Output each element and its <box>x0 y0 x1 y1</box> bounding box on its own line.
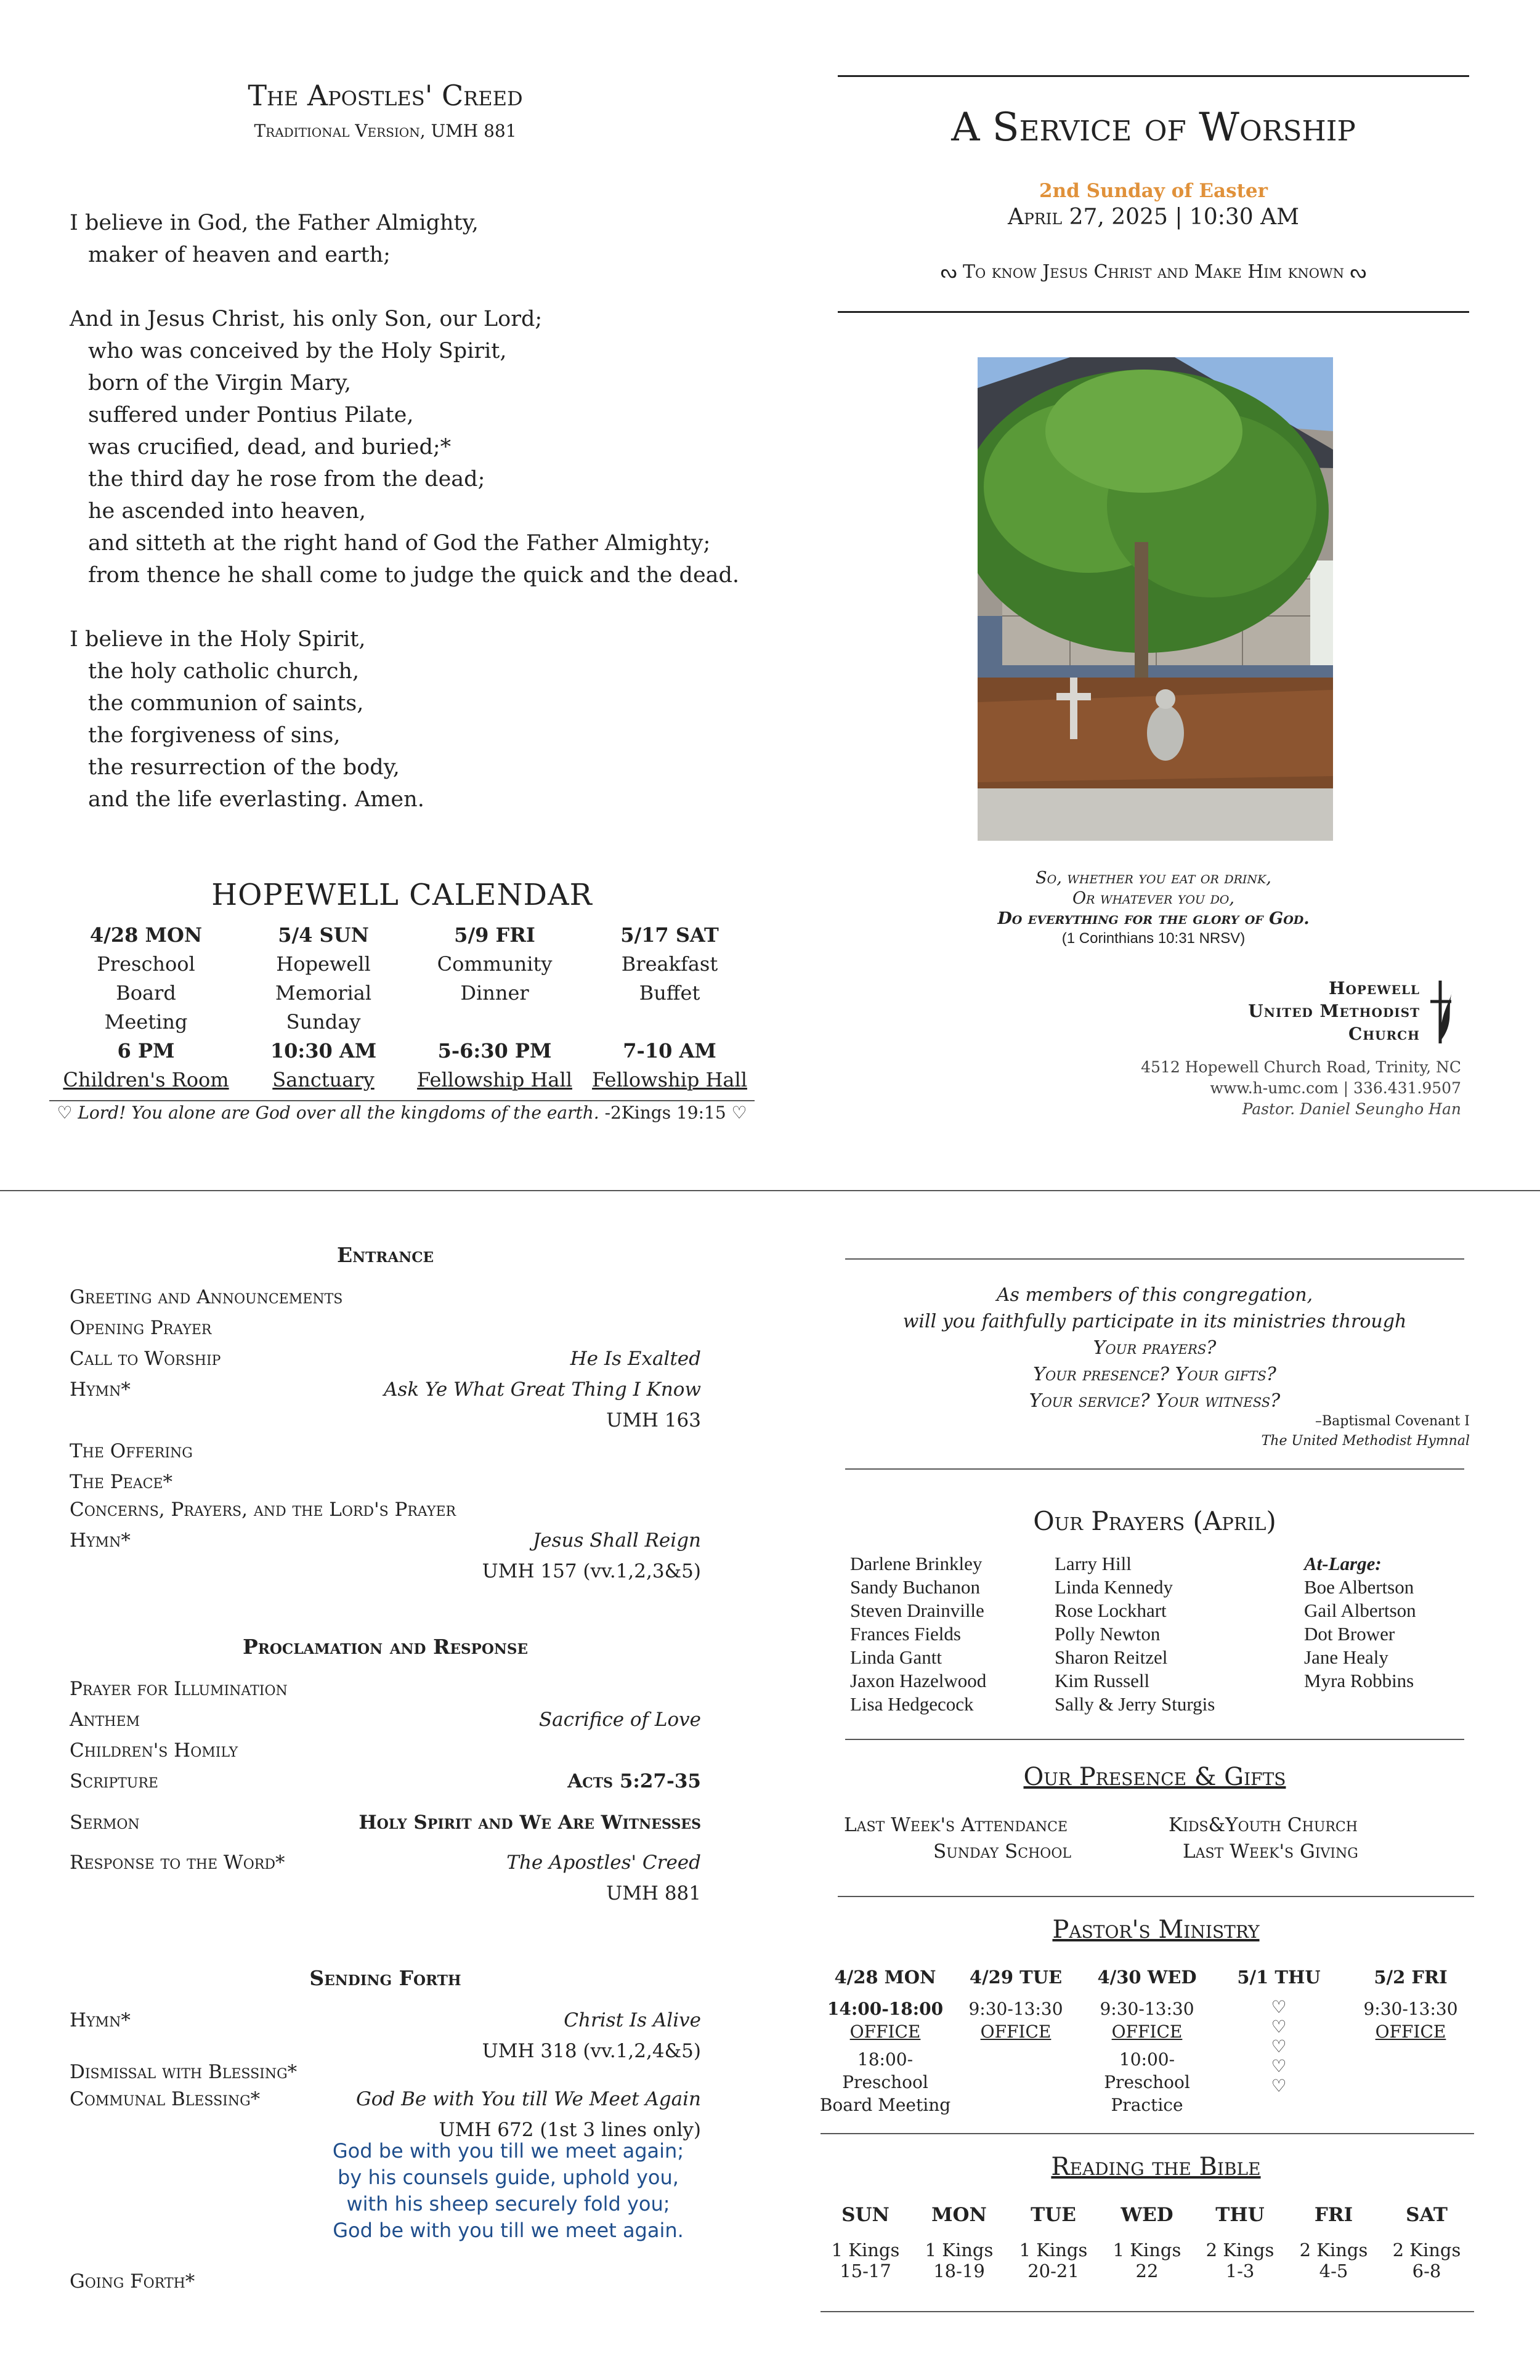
occasion: 2nd Sunday of Easter <box>1039 180 1268 202</box>
order-item-label: Hymn* <box>70 1378 131 1401</box>
pastor-day <box>1211 1966 1347 2096</box>
reading-book: 2 Kings <box>1206 2240 1275 2261</box>
creed-line: from thence he shall come to judge the quick and the dead. <box>88 563 740 588</box>
pastor-day <box>1343 1966 1478 2043</box>
prayers-title: Our Prayers (April) <box>1033 1506 1276 1536</box>
prayer-name: Linda Gantt <box>850 1646 942 1668</box>
order-item-label: Sermon <box>70 1811 140 1834</box>
calendar-divider <box>49 1100 755 1101</box>
church-name-line: Hopewell <box>1329 978 1420 998</box>
reading-day <box>916 2204 1002 2281</box>
creed-line: the third day he rose from the dead; <box>88 467 485 492</box>
prayer-name: Rose Lockhart <box>1055 1600 1167 1621</box>
attendance-label: Last Week's Attendance <box>844 1814 1068 1836</box>
pastor-day-line: Preschool <box>842 2072 928 2092</box>
reading-bottom-rule <box>821 2311 1474 2312</box>
pastor-day <box>1079 1966 1215 2116</box>
proclamation-title: Proclamation and Response <box>242 1635 529 1659</box>
pastor-ministry-title: Pastor's Ministry <box>1052 1916 1260 1944</box>
calendar-event-date: 5/9 FRI <box>454 923 535 947</box>
reading-chapters: 1-3 <box>1225 2261 1255 2281</box>
church-name-line: United Methodist <box>1248 1001 1420 1021</box>
reading-chapters: 15-17 <box>840 2261 891 2281</box>
pastor-day-line: OFFICE <box>980 2022 1052 2042</box>
covenant-hymnal: The United Methodist Hymnal <box>1261 1433 1470 1449</box>
order-row <box>70 1317 701 1348</box>
pastor-day-header: 5/1 THU <box>1237 1967 1321 1988</box>
reading-chapters: 22 <box>1135 2261 1159 2281</box>
order-item-label: Hymn* <box>70 1529 131 1552</box>
order-row <box>70 1471 701 1502</box>
order-row <box>70 1709 701 1739</box>
order-item-value: God Be with You till We Meet Again <box>355 2088 701 2110</box>
calendar-event-line: Dinner <box>460 981 529 1005</box>
calendar-title: HOPEWELL CALENDAR <box>211 878 593 912</box>
reading-day-header: MON <box>931 2204 987 2226</box>
order-row <box>70 1529 701 1582</box>
covenant-top-rule <box>845 1258 1464 1260</box>
pastor-day-line: 10:00- <box>1119 2049 1175 2070</box>
order-item-sub: UMH 157 (vv.1,2,3&5) <box>482 1560 701 1582</box>
order-item-value: Acts 5:27-35 <box>567 1770 701 1792</box>
creed-line: who was conceived by the Holy Spirit, <box>88 339 507 363</box>
covenant-line: Your presence? Your gifts? <box>1033 1364 1276 1385</box>
creed-line: he ascended into heaven, <box>88 499 366 524</box>
creed-line: the communion of saints, <box>88 691 364 716</box>
order-row <box>70 2009 701 2062</box>
pastor-day <box>948 1966 1084 2043</box>
reading-title: Reading the Bible <box>1051 2153 1261 2181</box>
creed-line: maker of heaven and earth; <box>88 243 391 267</box>
prayer-column <box>1304 1552 1416 1693</box>
reading-day-header: TUE <box>1031 2204 1076 2226</box>
pastor-day-line: OFFICE <box>849 2022 921 2042</box>
order-item-sub: UMH 318 (vv.1,2,4&5) <box>482 2040 701 2062</box>
pastor-bottom-rule <box>821 2133 1474 2134</box>
calendar-event-time: 5-6:30 PM <box>437 1039 552 1062</box>
reading-book: 1 Kings <box>925 2240 994 2261</box>
calendar-event-time: 6 PM <box>117 1039 175 1062</box>
covenant-source: –Baptismal Covenant I <box>1315 1414 1470 1429</box>
calendar-event-date: 5/17 SAT <box>620 923 719 947</box>
church-motto: ᔓ To know Jesus Christ and Make Him known ᔓ <box>940 261 1367 283</box>
order-item-value: Ask Ye What Great Thing I Know <box>384 1378 701 1401</box>
pastor-day-header: 4/28 MON <box>834 1967 936 1988</box>
order-item-value: He Is Exalted <box>570 1348 701 1370</box>
prayer-name: Sally & Jerry Sturgis <box>1055 1693 1215 1715</box>
reading-chapters: 18-19 <box>933 2261 985 2281</box>
order-row <box>70 1348 701 1378</box>
order-item-label: The Peace* <box>70 1471 172 1493</box>
going-forth: Going Forth* <box>70 2270 195 2293</box>
prayer-name: Frances Fields <box>850 1623 961 1645</box>
order-item-value: Sacrifice of Love <box>538 1709 701 1731</box>
prayer-name: Larry Hill <box>1055 1553 1132 1574</box>
prayer-name: Lisa Hedgecock <box>850 1693 974 1715</box>
pastor-day-line: 14:00-18:00 <box>827 1999 944 2019</box>
calendar-event <box>237 921 410 1095</box>
order-item-label: Opening Prayer <box>70 1317 212 1339</box>
reading-book: 1 Kings <box>1019 2240 1088 2261</box>
order-item-sub: UMH 672 (1st 3 lines only) <box>439 2119 701 2141</box>
calendar-event-line: Meeting <box>104 1010 188 1034</box>
order-item-label: Concerns, Prayers, and the Lord's Prayer <box>70 1499 456 1521</box>
order-row <box>70 1852 701 1904</box>
prayer-column <box>1055 1552 1215 1716</box>
quote-line: Do everything for the glory of God. <box>997 909 1310 928</box>
reading-day <box>822 2204 909 2281</box>
covenant-line: will you faithfully participate in its ministries through <box>902 1311 1407 1332</box>
calendar-event <box>583 921 756 1095</box>
calendar-event-place: Children's Room <box>63 1068 229 1091</box>
pastor-day-line: 9:30-13:30 <box>1100 1999 1194 2019</box>
creed-line: suffered under Pontius Pilate, <box>88 403 414 427</box>
blessing-line: by his counsels guide, uphold you, <box>338 2166 679 2189</box>
sending-title: Sending Forth <box>309 1966 461 1990</box>
reading-book: 2 Kings <box>1299 2240 1368 2261</box>
calendar-event-line <box>583 1008 756 1037</box>
calendar-event-line: Board <box>116 981 176 1005</box>
prayer-name: Dot Brower <box>1304 1623 1395 1645</box>
order-item-value: Holy Spirit and We Are Witnesses <box>359 1811 701 1834</box>
blessing-line: God be with you till we meet again. <box>333 2219 684 2242</box>
prayer-name: Steven Drainville <box>850 1600 984 1621</box>
reading-chapters: 20-21 <box>1027 2261 1079 2281</box>
order-item-label: Call to Worship <box>70 1348 221 1370</box>
reading-day <box>1010 2204 1096 2281</box>
prayers-bottom-rule <box>845 1739 1464 1740</box>
prayer-name: Myra Robbins <box>1304 1670 1414 1691</box>
kids-youth-label: Kids&Youth Church <box>1169 1814 1358 1836</box>
order-item-label: Dismissal with Blessing* <box>70 2061 298 2083</box>
creed-title: The Apostles' Creed <box>248 79 523 112</box>
creed-line: was crucified, dead, and buried;* <box>88 435 452 459</box>
sunday-school-label: Sunday School <box>933 1840 1071 1863</box>
pastor-day-line: 9:30-13:30 <box>968 1999 1063 2019</box>
prayer-name: Polly Newton <box>1055 1623 1161 1645</box>
pastor-day-line: ♡ <box>1271 2036 1287 2057</box>
cover-bottom-rule <box>838 311 1469 313</box>
reading-day <box>1291 2204 1377 2281</box>
presence-bottom-rule <box>838 1896 1474 1897</box>
prayer-name: Sharon Reitzel <box>1055 1646 1168 1668</box>
creed-line: and sitteth at the right hand of God the Father Almighty; <box>88 531 711 556</box>
reading-day-header: SUN <box>841 2204 890 2226</box>
blessing-line: with his sheep securely fold you; <box>346 2192 670 2216</box>
pastor-day-line: ♡ <box>1271 2076 1287 2096</box>
reading-day-header: WED <box>1121 2204 1173 2226</box>
order-item-value: Jesus Shall Reign <box>532 1529 701 1552</box>
order-item-label: Children's Homily <box>70 1739 238 1762</box>
quote-line: So, whether you eat or drink, <box>1035 868 1271 888</box>
pastor-day-line: OFFICE <box>1375 2022 1446 2042</box>
creed-line: and the life everlasting. Amen. <box>88 787 424 812</box>
calendar-event-date: 5/4 SUN <box>278 923 369 947</box>
order-row <box>70 2088 701 2141</box>
cover-top-rule <box>838 75 1469 77</box>
reading-book: 1 Kings <box>1112 2240 1181 2261</box>
covenant-line: As members of this congregation, <box>996 1284 1313 1306</box>
cross-and-flame-icon <box>1428 978 1456 1046</box>
calendar-event-line: Breakfast <box>621 952 718 976</box>
order-row <box>70 1378 701 1431</box>
pastor-day-line: 18:00- <box>857 2049 914 2070</box>
order-item-label: Prayer for Illumination <box>70 1678 288 1700</box>
creed-line: I believe in the Holy Spirit, <box>70 627 366 652</box>
page-fold-line <box>0 1190 1540 1191</box>
quote-reference: (1 Corinthians 10:31 NRSV) <box>1061 930 1246 947</box>
covenant-line: Your service? Your witness? <box>1029 1390 1281 1412</box>
reading-day <box>1104 2204 1190 2281</box>
pastor-day-line: ♡ <box>1271 2017 1287 2037</box>
order-row <box>70 1286 701 1317</box>
calendar-verse <box>49 1103 755 1123</box>
reading-day <box>1197 2204 1283 2281</box>
order-item-value: Christ Is Alive <box>564 2009 701 2031</box>
prayer-column <box>850 1552 986 1716</box>
church-name-line: Church <box>1348 1024 1420 1044</box>
service-title: A Service of Worship <box>951 105 1356 150</box>
creed-line: I believe in God, the Father Almighty, <box>70 211 479 235</box>
pastor-day <box>817 1966 953 2116</box>
pastor-day-line: Practice <box>1111 2095 1183 2115</box>
creed-subtitle: Traditional Version, UMH 881 <box>254 121 517 141</box>
giving-label: Last Week's Giving <box>1183 1840 1358 1863</box>
calendar-event-line: Memorial <box>275 981 372 1005</box>
order-item-value: The Apostles' Creed <box>506 1852 701 1874</box>
calendar-event-line <box>408 1008 581 1037</box>
order-item-label: Scripture <box>70 1770 158 1792</box>
calendar-event-line: Hopewell <box>276 952 371 976</box>
calendar-event-line: Preschool <box>97 952 195 976</box>
calendar-event-line: Community <box>437 952 553 976</box>
pastor-name: Pastor. Daniel Seungho Han <box>1242 1100 1461 1118</box>
prayer-at-large-heading: At-Large: <box>1304 1553 1382 1574</box>
prayer-name: Boe Albertson <box>1304 1576 1414 1598</box>
calendar-event-time: 10:30 AM <box>270 1039 377 1062</box>
reading-day-header: THU <box>1215 2204 1265 2226</box>
order-item-sub: UMH 163 <box>606 1409 701 1431</box>
order-row <box>70 1811 701 1842</box>
reading-day-header: FRI <box>1314 2204 1353 2226</box>
order-item-label: Response to the Word* <box>70 1852 285 1874</box>
order-item-label: Hymn* <box>70 2009 131 2031</box>
order-item-label: Anthem <box>70 1709 140 1731</box>
order-item-label: The Offering <box>70 1440 193 1462</box>
creed-line: born of the Virgin Mary, <box>88 371 352 395</box>
reading-chapters: 4-5 <box>1319 2261 1348 2281</box>
order-row <box>70 1770 701 1801</box>
reading-book: 1 Kings <box>831 2240 900 2261</box>
calendar-verse-text: ♡ Lord! You alone are God over all the kingdoms of the earth. <box>57 1103 599 1123</box>
pastor-day-line: OFFICE <box>1111 2022 1183 2042</box>
pastor-day-header: 4/29 TUE <box>969 1967 1063 1988</box>
order-row <box>70 1440 701 1471</box>
calendar-event-date: 4/28 MON <box>89 923 203 947</box>
creed-line: the forgiveness of sins, <box>88 723 341 748</box>
pastor-day-line: ♡ <box>1271 1997 1287 2017</box>
calendar-event-place: Fellowship Hall <box>592 1068 747 1091</box>
calendar-event <box>408 921 581 1095</box>
church-address: 4512 Hopewell Church Road, Trinity, NC <box>1141 1058 1461 1076</box>
pastor-day-header: 5/2 FRI <box>1374 1967 1448 1988</box>
prayer-name: Darlene Brinkley <box>850 1553 983 1574</box>
order-row <box>70 1678 701 1709</box>
order-row <box>70 2061 701 2092</box>
entrance-title: Entrance <box>336 1243 434 1267</box>
prayer-name: Sandy Buchanon <box>850 1576 980 1598</box>
service-date: April 27, 2025 | 10:30 AM <box>1008 204 1299 230</box>
reading-book: 2 Kings <box>1392 2240 1461 2261</box>
creed-line: the resurrection of the body, <box>88 755 400 780</box>
calendar-verse-ref: -2Kings 19:15 ♡ <box>604 1103 747 1123</box>
pastor-day-line: 9:30-13:30 <box>1363 1999 1458 2019</box>
order-item-label: Greeting and Announcements <box>70 1286 343 1308</box>
prayer-name: Jane Healy <box>1304 1646 1388 1668</box>
pastor-day-line: Board Meeting <box>819 2095 951 2115</box>
pastor-day-line: Preschool <box>1104 2072 1190 2092</box>
reading-day-header: SAT <box>1406 2204 1448 2226</box>
pastor-day-line: ♡ <box>1271 2056 1287 2076</box>
prayer-name: Gail Albertson <box>1304 1600 1416 1621</box>
calendar-event-line: Sunday <box>286 1010 361 1034</box>
prayer-name: Kim Russell <box>1055 1670 1150 1691</box>
order-item-sub: UMH 881 <box>606 1882 701 1904</box>
quote-line: Or whatever you do, <box>1072 889 1234 908</box>
covenant-line: Your prayers? <box>1093 1337 1217 1359</box>
church-tree-photo <box>978 357 1333 841</box>
church-contact: www.h-umc.com | 336.431.9507 <box>1210 1079 1461 1097</box>
prayer-name: Jaxon Hazelwood <box>850 1670 987 1691</box>
calendar-event-place: Fellowship Hall <box>417 1068 572 1091</box>
calendar-event-place: Sanctuary <box>272 1068 375 1091</box>
reading-chapters: 6-8 <box>1412 2261 1441 2281</box>
blessing-line: God be with you till we meet again; <box>332 2139 684 2163</box>
reading-day <box>1384 2204 1470 2281</box>
calendar-event <box>60 921 232 1095</box>
creed-line: And in Jesus Christ, his only Son, our Lord; <box>70 307 543 331</box>
covenant-bottom-rule <box>845 1468 1464 1470</box>
calendar-event-line: Buffet <box>639 981 700 1005</box>
pastor-day-header: 4/30 WED <box>1097 1967 1197 1988</box>
order-item-label: Communal Blessing* <box>70 2088 261 2110</box>
calendar-event-time: 7-10 AM <box>623 1039 716 1062</box>
order-row <box>70 1499 701 1529</box>
prayer-name: Linda Kennedy <box>1055 1576 1173 1598</box>
order-row <box>70 1739 701 1770</box>
creed-line: the holy catholic church, <box>88 659 360 684</box>
presence-title: Our Presence & Gifts <box>1023 1763 1286 1791</box>
